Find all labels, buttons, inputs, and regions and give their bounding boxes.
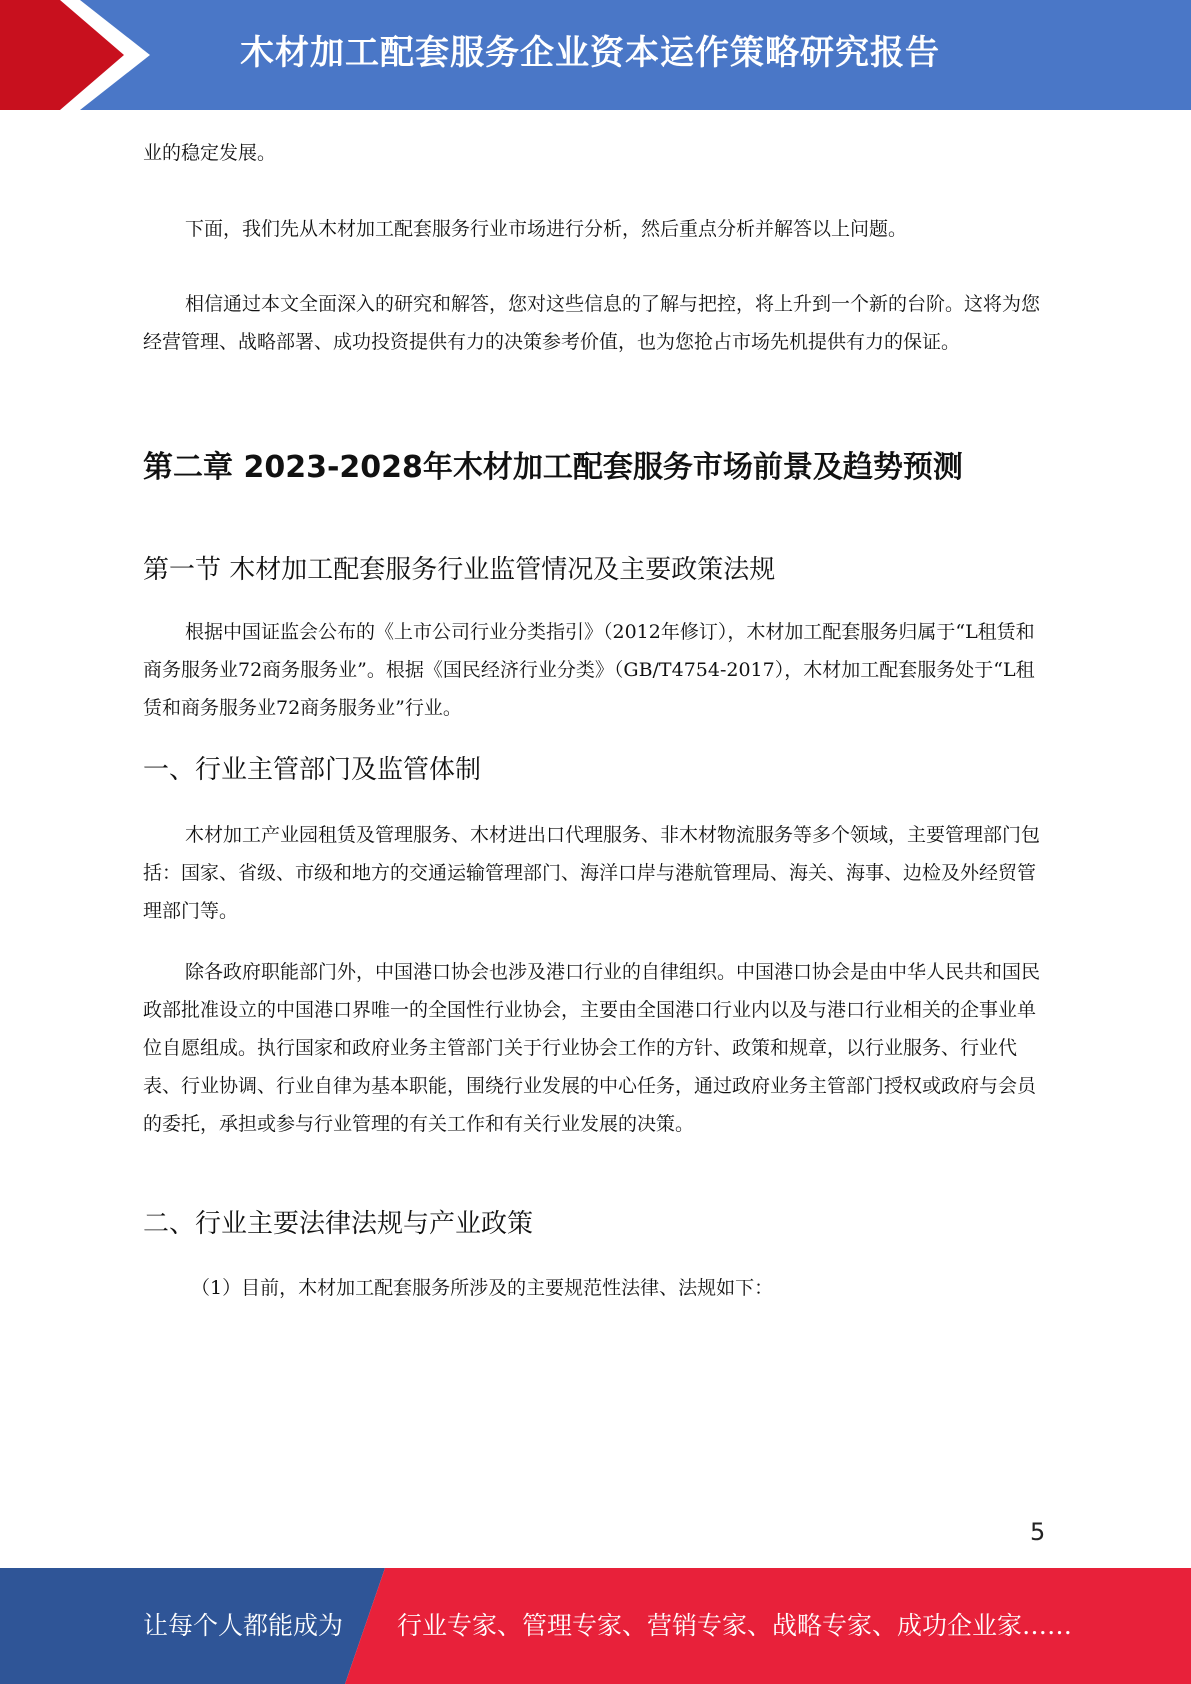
subsection-title-regulators: 一、行业主管部门及监管体制 <box>143 755 482 785</box>
paragraph-laws-intro: （1）目前，木材加工配套服务所涉及的主要规范性法律、法规如下： <box>191 1277 774 1299</box>
paragraph-association: 除各政府职能部门外，中国港口协会也涉及港口行业的自律组织。中国港口协会是由中华人民共和国民政部批准设立的中国港口界唯一的全国性行业协会，主要由全国港口行业内以及与港口行业相关的企事业单位自愿组成。执行国家和政府业务主管部门关于行业协会工作的方针、政策和规章，以行业服务、行业代表、行业协调、行业自律为基本职能，围绕行业发展的中心任务，通过政府业务主管部门授权或政府与会员的委托，承担或参与行业管理的有关工作和有关行业发展的决策。 <box>143 961 1041 1135</box>
paragraph-value: 相信通过本文全面深入的研究和解答，您对这些信息的了解与把控，将上升到一个新的台阶。这将为您经营管理、战略部署、成功投资提供有力的决策参考价值，也为您抢占市场先机提供有力的保证。 <box>143 293 1041 353</box>
footer-slogan-left: 让每个人都能成为 <box>143 1611 344 1640</box>
header-arrow-decoration <box>0 0 160 110</box>
paragraph-regulators: 木材加工产业园租赁及管理服务、木材进出口代理服务、非木材物流服务等多个领域，主要管理部门包括：国家、省级、市级和地方的交通运输管理部门、海洋口岸与港航管理局、海关、海事、边检及外经贸管理部门等。 <box>143 824 1041 922</box>
paragraph-intro: 下面，我们先从木材加工配套服务行业市场进行分析，然后重点分析并解答以上问题。 <box>185 218 908 240</box>
section-title: 第一节 木材加工配套服务行业监管情况及主要政策法规 <box>143 555 776 585</box>
paragraph-continuation: 业的稳定发展。 <box>143 142 277 164</box>
page-footer <box>0 1568 1191 1684</box>
paragraph-classification: 根据中国证监会公布的《上市公司行业分类指引》（2012年修订），木材加工配套服务归属于“L租赁和商务服务业72商务服务业”。根据《国民经济行业分类》（GB/T4754-2017），木材加工配套服务处于“L租赁和商务服务业72商务服务业”行业。 <box>143 621 1035 719</box>
page-number: 5 <box>1030 1518 1046 1546</box>
page-header <box>0 0 1191 110</box>
report-title: 木材加工配套服务企业资本运作策略研究报告 <box>240 33 940 73</box>
subsection-title-laws: 二、行业主要法律法规与产业政策 <box>143 1209 534 1239</box>
chapter-title: 第二章 2023-2028年木材加工配套服务市场前景及趋势预测 <box>143 450 963 485</box>
footer-slogan-right: 行业专家、管理专家、营销专家、战略专家、成功企业家…… <box>397 1611 1073 1640</box>
